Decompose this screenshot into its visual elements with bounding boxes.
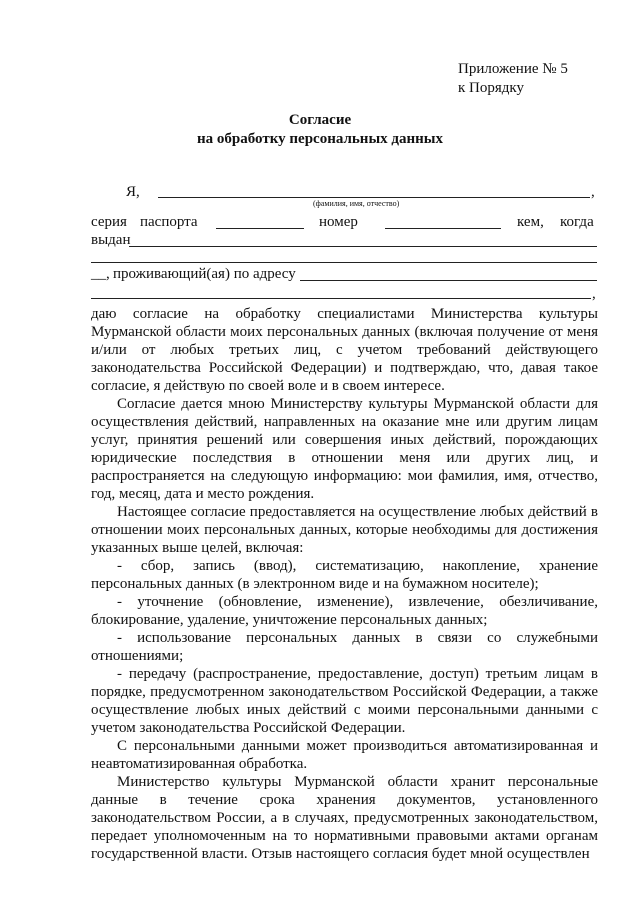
fio-comma: , (591, 184, 595, 200)
fio-caption: (фамилия, имя, отчество) (313, 199, 400, 208)
number-label: номер (319, 214, 358, 230)
address-field[interactable] (300, 280, 597, 281)
paragraph-storage: Министерство культуры Мурманской области хранит персональные данные в течение срока хранения документов, установленного законодательством России, а в случаях, предусмотренных законодательством, передает уполномоченным на то нормативными правовыми актами органам государственной власти. Отзыв настоящего согласия будет мной осуществлен (91, 774, 598, 862)
paragraph-consent-purpose: Согласие дается мною Министерству культуры Мурманской области для осуществления действий, направленных на оказание мне или другим лицам услуг, принятия решений или совершения иных действий, порождающих юридические последствия в отношении меня или других лиц, и распространяется на следующую информацию: мои фамилия, имя, отчество, год, месяц, дата и место рождения. (91, 396, 598, 502)
paragraph-actions-intro: Настоящее согласие предоставляется на осуществление любых действий в отношении моих персональных данных, которые необходимы для достижения указанных выше целей, включая: (91, 504, 598, 556)
i-label: Я, (126, 184, 140, 200)
issued-continuation-field[interactable] (91, 262, 597, 263)
list-item-transfer: - передачу (распространение, предоставление, доступ) третьим лицам в порядке, предусмотренном законодательством Российской Федерации, а также осуществление любых иных действий с моими персональными данными с учетом законодательства Российской Федерации. (91, 666, 598, 736)
fio-field-line[interactable] (158, 197, 590, 198)
when-label: когда (560, 214, 594, 230)
document-title (0, 111, 640, 149)
residing-label: проживающий(ая) по адресу (113, 266, 296, 282)
title-line-1: Согласие (288, 112, 352, 128)
residing-prefix: __, (91, 266, 110, 282)
passport-series-field[interactable] (216, 228, 304, 229)
list-item-clarification: - уточнение (обновление, изменение), извлечение, обезличивание, блокирование, удаление, уничтожение персональных данных; (91, 594, 598, 628)
issued-by-field[interactable] (129, 246, 597, 247)
appendix-order: к Порядку (458, 80, 524, 96)
address-trailing-comma: , (592, 286, 596, 302)
title-line-2: на обработку персональных данных (197, 131, 443, 147)
paragraph-consent-intro: даю согласие на обработку специалистами Министерства культуры Мурманской области моих персональных данных (включая получение от меня и/или от любых третьих лиц, с учетом требований действующего законодательства Российской Федерации) и подтверждаю, что, давая такое согласие, я действую по своей воле и в своем интересе. (91, 306, 598, 394)
series-label: серия (91, 214, 127, 230)
address-continuation-field[interactable] (91, 298, 591, 299)
paragraph-processing-type: С персональными данными может производиться автоматизированная и неавтоматизированная обработка. (91, 738, 598, 772)
issued-label: выдан (91, 232, 131, 248)
passport-number-field[interactable] (385, 228, 501, 229)
who-label: кем, (517, 214, 544, 230)
appendix-reference (458, 60, 568, 98)
list-item-collection: - сбор, запись (ввод), систематизацию, накопление, хранение персональных данных (в электронном виде и на бумажном носителе); (91, 558, 598, 592)
appendix-number: Приложение № 5 (458, 61, 568, 77)
passport-label: паспорта (140, 214, 198, 230)
list-item-usage: - использование персональных данных в связи со служебными отношениями; (91, 630, 598, 664)
consent-body (91, 305, 598, 863)
